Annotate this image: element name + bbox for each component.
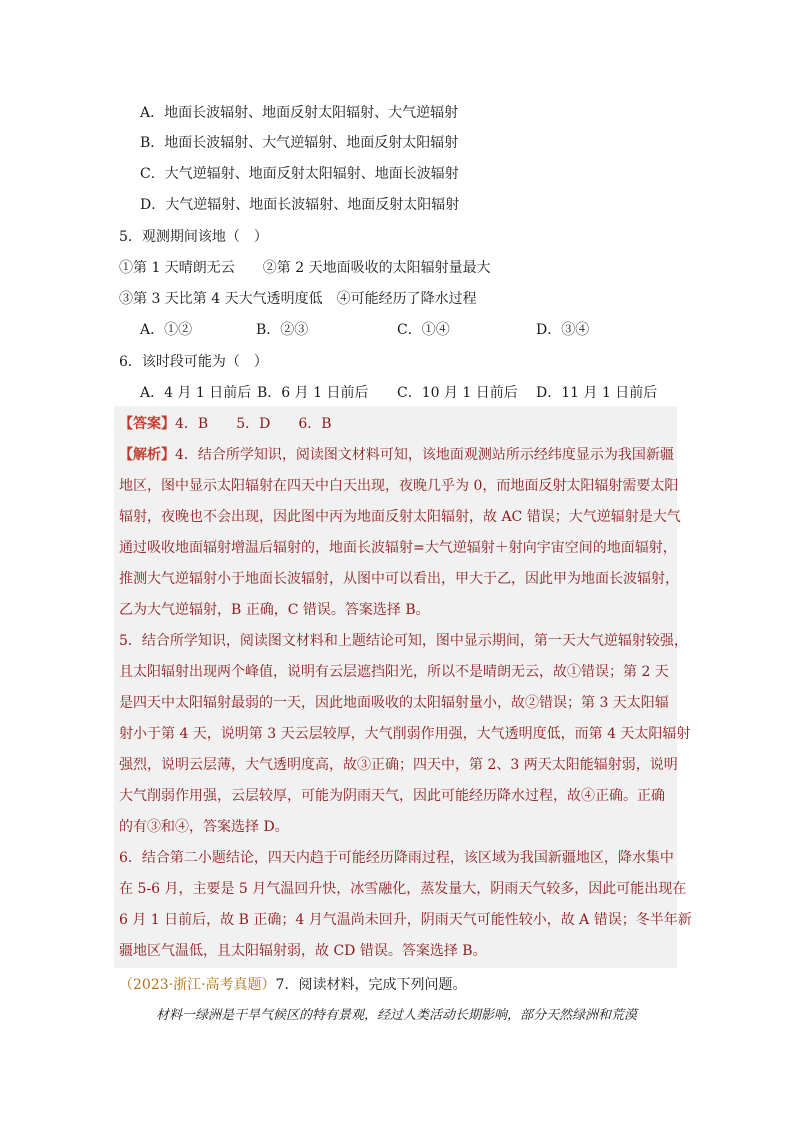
q6-option-c: C．10 月 1 日前后 (397, 385, 518, 401)
analysis-line-9: 射小于第 4 天，说明第 3 天云层较厚，大气削弱作用强，大气透明度低，而第 4 天太阳辐射 (119, 726, 691, 742)
q6-option-b: B．6 月 1 日前后 (257, 385, 369, 401)
q4-option-a: A．地面长波辐射、地面反射太阳辐射、大气逆辐射 (140, 105, 459, 121)
q5-option-d: D．③④ (536, 322, 590, 338)
analysis-line-4: 推测大气逆辐射小于地面长波辐射，从图中可以看出，甲大于乙，因此甲为地面长波辐射， (119, 571, 679, 587)
analysis-line-7: 且太阳辐射出现两个峰值，说明有云层遮挡阳光，所以不是晴朗无云，故①错误；第 2 天 (119, 664, 669, 680)
q5-stem: 5．观测期间该地（ ） (119, 229, 268, 245)
analysis-line-1: 地区，图中显示太阳辐射在四天中白天出现，夜晚几乎为 0，而地面反射太阳辐射需要太阳 (119, 478, 679, 494)
analysis-line-3: 通过吸收地面辐射增温后辐射的，地面长波辐射=大气逆辐射＋射向宇宙空间的地面辐射， (119, 540, 677, 556)
analysis-line-5: 乙为大气逆辐射，B 正确，C 错误。答案选择 B。 (119, 602, 430, 618)
analysis-line-13: 6．结合第二小题结论，四天内趋于可能经历降雨过程，该区域为我国新疆地区，降水集中 (119, 850, 674, 866)
q6-option-a: A．4 月 1 日前后 (140, 385, 252, 401)
answer-text: 4．B 5．D 6．B (175, 416, 332, 432)
q5-statements-2: ③第 3 天比第 4 天大气透明度低 ④可能经历了降水过程 (119, 291, 477, 307)
q7-source: （2023·浙江·高考真题） (119, 977, 276, 993)
analysis-line-14: 在 5-6 月，主要是 5 月气温回升快，冰雪融化，蒸发量大，阴雨天气较多，因此可能出现在 (119, 881, 687, 897)
q6-stem: 6．该时段可能为（ ） (119, 354, 268, 370)
q5-statements-1: ①第 1 天晴朗无云 ②第 2 天地面吸收的太阳辐射量最大 (119, 260, 491, 276)
analysis-line-2: 辐射，夜晚也不会出现，因此图中丙为地面反射太阳辐射，故 AC 错误；大气逆辐射是大气 (119, 509, 681, 525)
analysis-tag: 【解析】 (119, 447, 175, 463)
analysis-line-16: 疆地区气温低，且太阳辐射弱，故 CD 错误。答案选择 B。 (119, 943, 487, 959)
analysis-line-8: 是四天中太阳辐射最弱的一天，因此地面吸收的太阳辐射量小，故②错误；第 3 天太阳辐 (119, 695, 669, 711)
q4-option-d: D．大气逆辐射、地面长波辐射、地面反射太阳辐射 (140, 197, 460, 213)
answer-line (119, 414, 332, 434)
analysis-line-15: 6 月 1 日前后，故 B 正确；4 月气温尚未回升，阴雨天气可能性较小，故 A 错误；冬半年新 (119, 912, 692, 928)
analysis-line-12: 的有③和④，答案选择 D。 (119, 819, 289, 835)
q7-header (119, 975, 466, 995)
answer-tag: 【答案】 (119, 416, 175, 432)
analysis-line-10: 强烈，说明云层薄，大气透明度高，故③正确；四天中，第 2、3 两天太阳能辐射弱，说明 (119, 757, 678, 773)
q5-option-a: A．①② (140, 322, 193, 338)
q5-option-c: C．①④ (397, 322, 450, 338)
q7-material: 材料一绿洲是干旱气候区的特有景观，经过人类活动长期影响，部分天然绿洲和荒漠 (156, 1008, 638, 1023)
q4-option-b: B．地面长波辐射、大气逆辐射、地面反射太阳辐射 (140, 135, 459, 151)
analysis-line-11: 大气削弱作用强，云层较厚，可能为阴雨天气，因此可能经历降水过程，故④正确。正确 (119, 788, 665, 804)
analysis-line-0: 【解析】4．结合所学知识，阅读图文材料可知，该地面观测站所示经纬度显示为我国新疆 (119, 447, 674, 463)
q6-option-d: D．11 月 1 日前后 (536, 385, 658, 401)
q7-stem: 7．阅读材料，完成下列问题。 (275, 977, 467, 993)
analysis-line-6: 5．结合所学知识，阅读图文材料和上题结论可知，图中显示期间，第一天大气逆辐射较强， (119, 633, 688, 649)
q4-option-c: C．大气逆辐射、地面反射太阳辐射、地面长波辐射 (140, 166, 459, 182)
q5-option-b: B．②③ (256, 322, 309, 338)
